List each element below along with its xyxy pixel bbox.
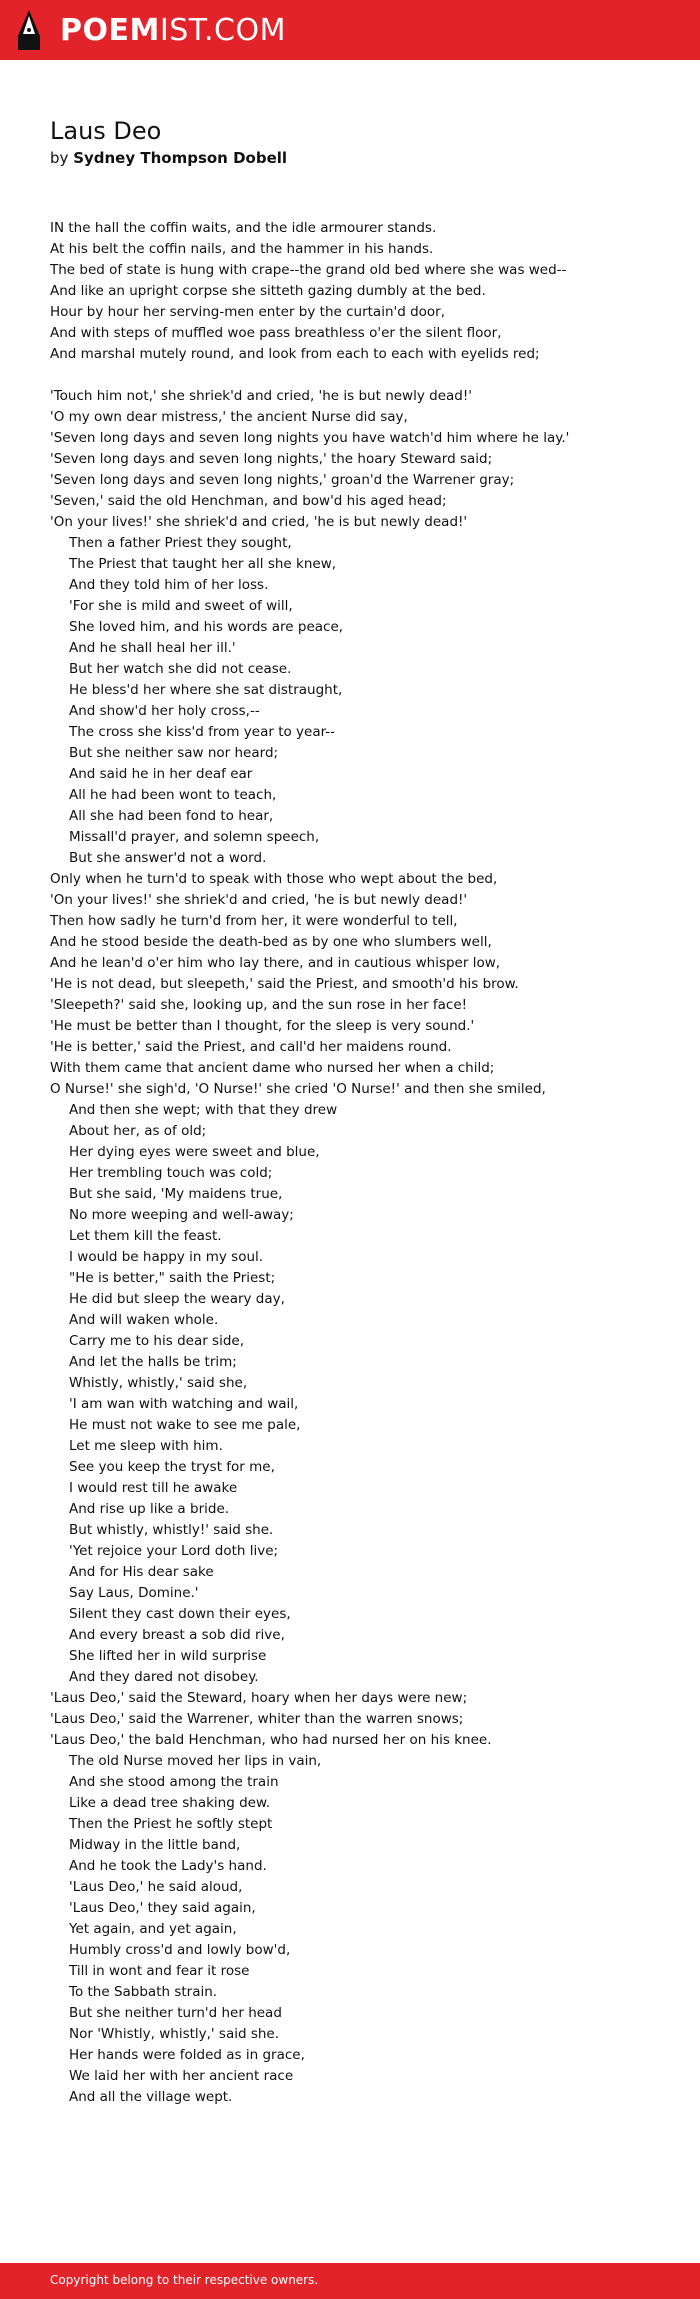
poem-line: 'Seven long days and seven long nights you have watch'd him where he lay.'	[50, 430, 570, 446]
poem-line: 'He is not dead, but sleepeth,' said the Priest, and smooth'd his brow.	[50, 976, 519, 992]
poem-line: Then how sadly he turn'd from her, it were wonderful to tell,	[50, 913, 458, 929]
poem-line: Yet again, and yet again,	[69, 1921, 237, 1937]
byline	[50, 148, 287, 168]
poem-line: Silent they cast down their eyes,	[69, 1606, 291, 1622]
poem-line: And said he in her deaf ear	[69, 766, 253, 782]
poem-line: Carry me to his dear side,	[69, 1333, 245, 1349]
poem-line: And he stood beside the death-bed as by one who slumbers well,	[50, 934, 492, 950]
poem-line: Till in wont and fear it rose	[69, 1963, 250, 1979]
poem-line: Nor 'Whistly, whistly,' said she.	[69, 2026, 280, 2042]
poem-line: And he took the Lady's hand.	[69, 1858, 267, 1874]
site-logo[interactable]	[18, 10, 286, 50]
copyright-text: Copyright belong to their respective owners.	[50, 2273, 319, 2287]
pen-nib-icon	[18, 10, 40, 50]
stanza-break	[50, 365, 570, 386]
poem-line: And let the halls be trim;	[69, 1354, 237, 1370]
poem-line: And like an upright corpse she sitteth gazing dumbly at the bed.	[50, 283, 486, 299]
poem-line: But she neither turn'd her head	[69, 2005, 282, 2021]
poem-line: Then the Priest he softly stept	[69, 1816, 273, 1832]
poem-line: He did but sleep the weary day,	[69, 1291, 285, 1307]
poem-line: 'Laus Deo,' said the Steward, hoary when her days were new;	[50, 1690, 468, 1706]
poem-line: 'Laus Deo,' the bald Henchman, who had nursed her on his knee.	[50, 1732, 492, 1748]
poem-line: IN the hall the coffin waits, and the idle armourer stands.	[50, 220, 437, 236]
poem-line: 'Laus Deo,' they said again,	[69, 1900, 256, 1916]
poem-line: And all the village wept.	[69, 2089, 233, 2105]
poem-line: We laid her with her ancient race	[69, 2068, 294, 2084]
poem-line: 'O my own dear mistress,' the ancient Nurse did say,	[50, 409, 408, 425]
poem-line: 'On your lives!' she shriek'd and cried, 'he is but newly dead!'	[50, 892, 468, 908]
poem-line: He must not wake to see me pale,	[69, 1417, 301, 1433]
poem-line: And will waken whole.	[69, 1312, 219, 1328]
poem-line: And he lean'd o'er him who lay there, and in cautious whisper low,	[50, 955, 501, 971]
poem-line: And he shall heal her ill.'	[69, 640, 236, 656]
poem-line: Say Laus, Domine.'	[69, 1585, 199, 1601]
poem-line: And show'd her holy cross,--	[69, 703, 260, 719]
poem-line: To the Sabbath strain.	[69, 1984, 218, 2000]
poem-line: 'Laus Deo,' said the Warrener, whiter than the warren snows;	[50, 1711, 464, 1727]
poem-line: I would be happy in my soul.	[69, 1249, 264, 1265]
poem-line: He bless'd her where she sat distraught,	[69, 682, 343, 698]
poem-line: "He is better," saith the Priest;	[69, 1270, 276, 1286]
poem-line: Missall'd prayer, and solemn speech,	[69, 829, 320, 845]
poem-line: Then a father Priest they sought,	[69, 535, 292, 551]
poem-line: And she stood among the train	[69, 1774, 279, 1790]
poem-line: O Nurse!' she sigh'd, 'O Nurse!' she cried 'O Nurse!' and then she smiled,	[50, 1081, 546, 1097]
poem-line: The bed of state is hung with crape--the grand old bed where she was wed--	[50, 262, 567, 278]
poem-line: But she neither saw nor heard;	[69, 745, 279, 761]
logo-wordmark: POEMIST.COM	[60, 12, 286, 48]
author-name[interactable]: Sydney Thompson Dobell	[73, 149, 288, 167]
poem-line: I would rest till he awake	[69, 1480, 238, 1496]
poem-line: She lifted her in wild surprise	[69, 1648, 267, 1664]
poem-line: 'Seven,' said the old Henchman, and bow'd his aged head;	[50, 493, 447, 509]
site-footer	[0, 2263, 700, 2299]
poem-line: And they told him of her loss.	[69, 577, 269, 593]
by-label: by	[50, 149, 69, 167]
poem-line: With them came that ancient dame who nursed her when a child;	[50, 1060, 495, 1076]
poem-title: Laus Deo	[50, 117, 162, 145]
poem-body	[50, 218, 570, 2108]
poem-line: And with steps of muffled woe pass breathless o'er the silent floor,	[50, 325, 502, 341]
poem-line: And for His dear sake	[69, 1564, 214, 1580]
poem-line: No more weeping and well-away;	[69, 1207, 294, 1223]
poem-line: She loved him, and his words are peace,	[69, 619, 344, 635]
poem-line: And rise up like a bride.	[69, 1501, 230, 1517]
poem-line: 'I am wan with watching and wail,	[69, 1396, 299, 1412]
poem-line: 'Sleepeth?' said she, looking up, and the sun rose in her face!	[50, 997, 468, 1013]
poem-line: All he had been wont to teach,	[69, 787, 277, 803]
poem-line: The old Nurse moved her lips in vain,	[69, 1753, 322, 1769]
poem-line: But her watch she did not cease.	[69, 661, 292, 677]
poem-line: 'Laus Deo,' he said aloud,	[69, 1879, 243, 1895]
site-header	[0, 0, 700, 60]
poem-line: Midway in the little band,	[69, 1837, 241, 1853]
poem-line: And then she wept; with that they drew	[69, 1102, 338, 1118]
poem-line: See you keep the tryst for me,	[69, 1459, 275, 1475]
poem-line: But she said, 'My maidens true,	[69, 1186, 283, 1202]
poem-line: 'Seven long days and seven long nights,' the hoary Steward said;	[50, 451, 493, 467]
poem-line: And marshal mutely round, and look from each to each with eyelids red;	[50, 346, 540, 362]
poem-line: Hour by hour her serving-men enter by the curtain'd door,	[50, 304, 446, 320]
poem-line: The Priest that taught her all she knew,	[69, 556, 337, 572]
poem-line: All she had been fond to hear,	[69, 808, 274, 824]
poem-line: 'Seven long days and seven long nights,' groan'd the Warrener gray;	[50, 472, 515, 488]
poem-line: About her, as of old;	[69, 1123, 207, 1139]
poem-line: But she answer'd not a word.	[69, 850, 267, 866]
poem-line: Her trembling touch was cold;	[69, 1165, 273, 1181]
poem-line: Her hands were folded as in grace,	[69, 2047, 305, 2063]
poem-line: 'Yet rejoice your Lord doth live;	[69, 1543, 279, 1559]
poem-line: Only when he turn'd to speak with those who wept about the bed,	[50, 871, 498, 887]
poem-line: 'On your lives!' she shriek'd and cried, 'he is but newly dead!'	[50, 514, 468, 530]
poem-line: Like a dead tree shaking dew.	[69, 1795, 271, 1811]
poem-line: 'For she is mild and sweet of will,	[69, 598, 293, 614]
poem-line: And they dared not disobey.	[69, 1669, 259, 1685]
poem-line: Whistly, whistly,' said she,	[69, 1375, 248, 1391]
poem-line: 'He must be better than I thought, for the sleep is very sound.'	[50, 1018, 475, 1034]
poem-line: The cross she kiss'd from year to year--	[69, 724, 336, 740]
poem-line: Let them kill the feast.	[69, 1228, 222, 1244]
poem-line: But whistly, whistly!' said she.	[69, 1522, 274, 1538]
poem-line: 'Touch him not,' she shriek'd and cried, 'he is but newly dead!'	[50, 388, 472, 404]
poem-line: 'He is better,' said the Priest, and call'd her maidens round.	[50, 1039, 452, 1055]
poem-line: At his belt the coffin nails, and the hammer in his hands.	[50, 241, 434, 257]
poem-line: Let me sleep with him.	[69, 1438, 223, 1454]
poem-line: And every breast a sob did rive,	[69, 1627, 285, 1643]
poem-line: Her dying eyes were sweet and blue,	[69, 1144, 320, 1160]
poem-line: Humbly cross'd and lowly bow'd,	[69, 1942, 291, 1958]
